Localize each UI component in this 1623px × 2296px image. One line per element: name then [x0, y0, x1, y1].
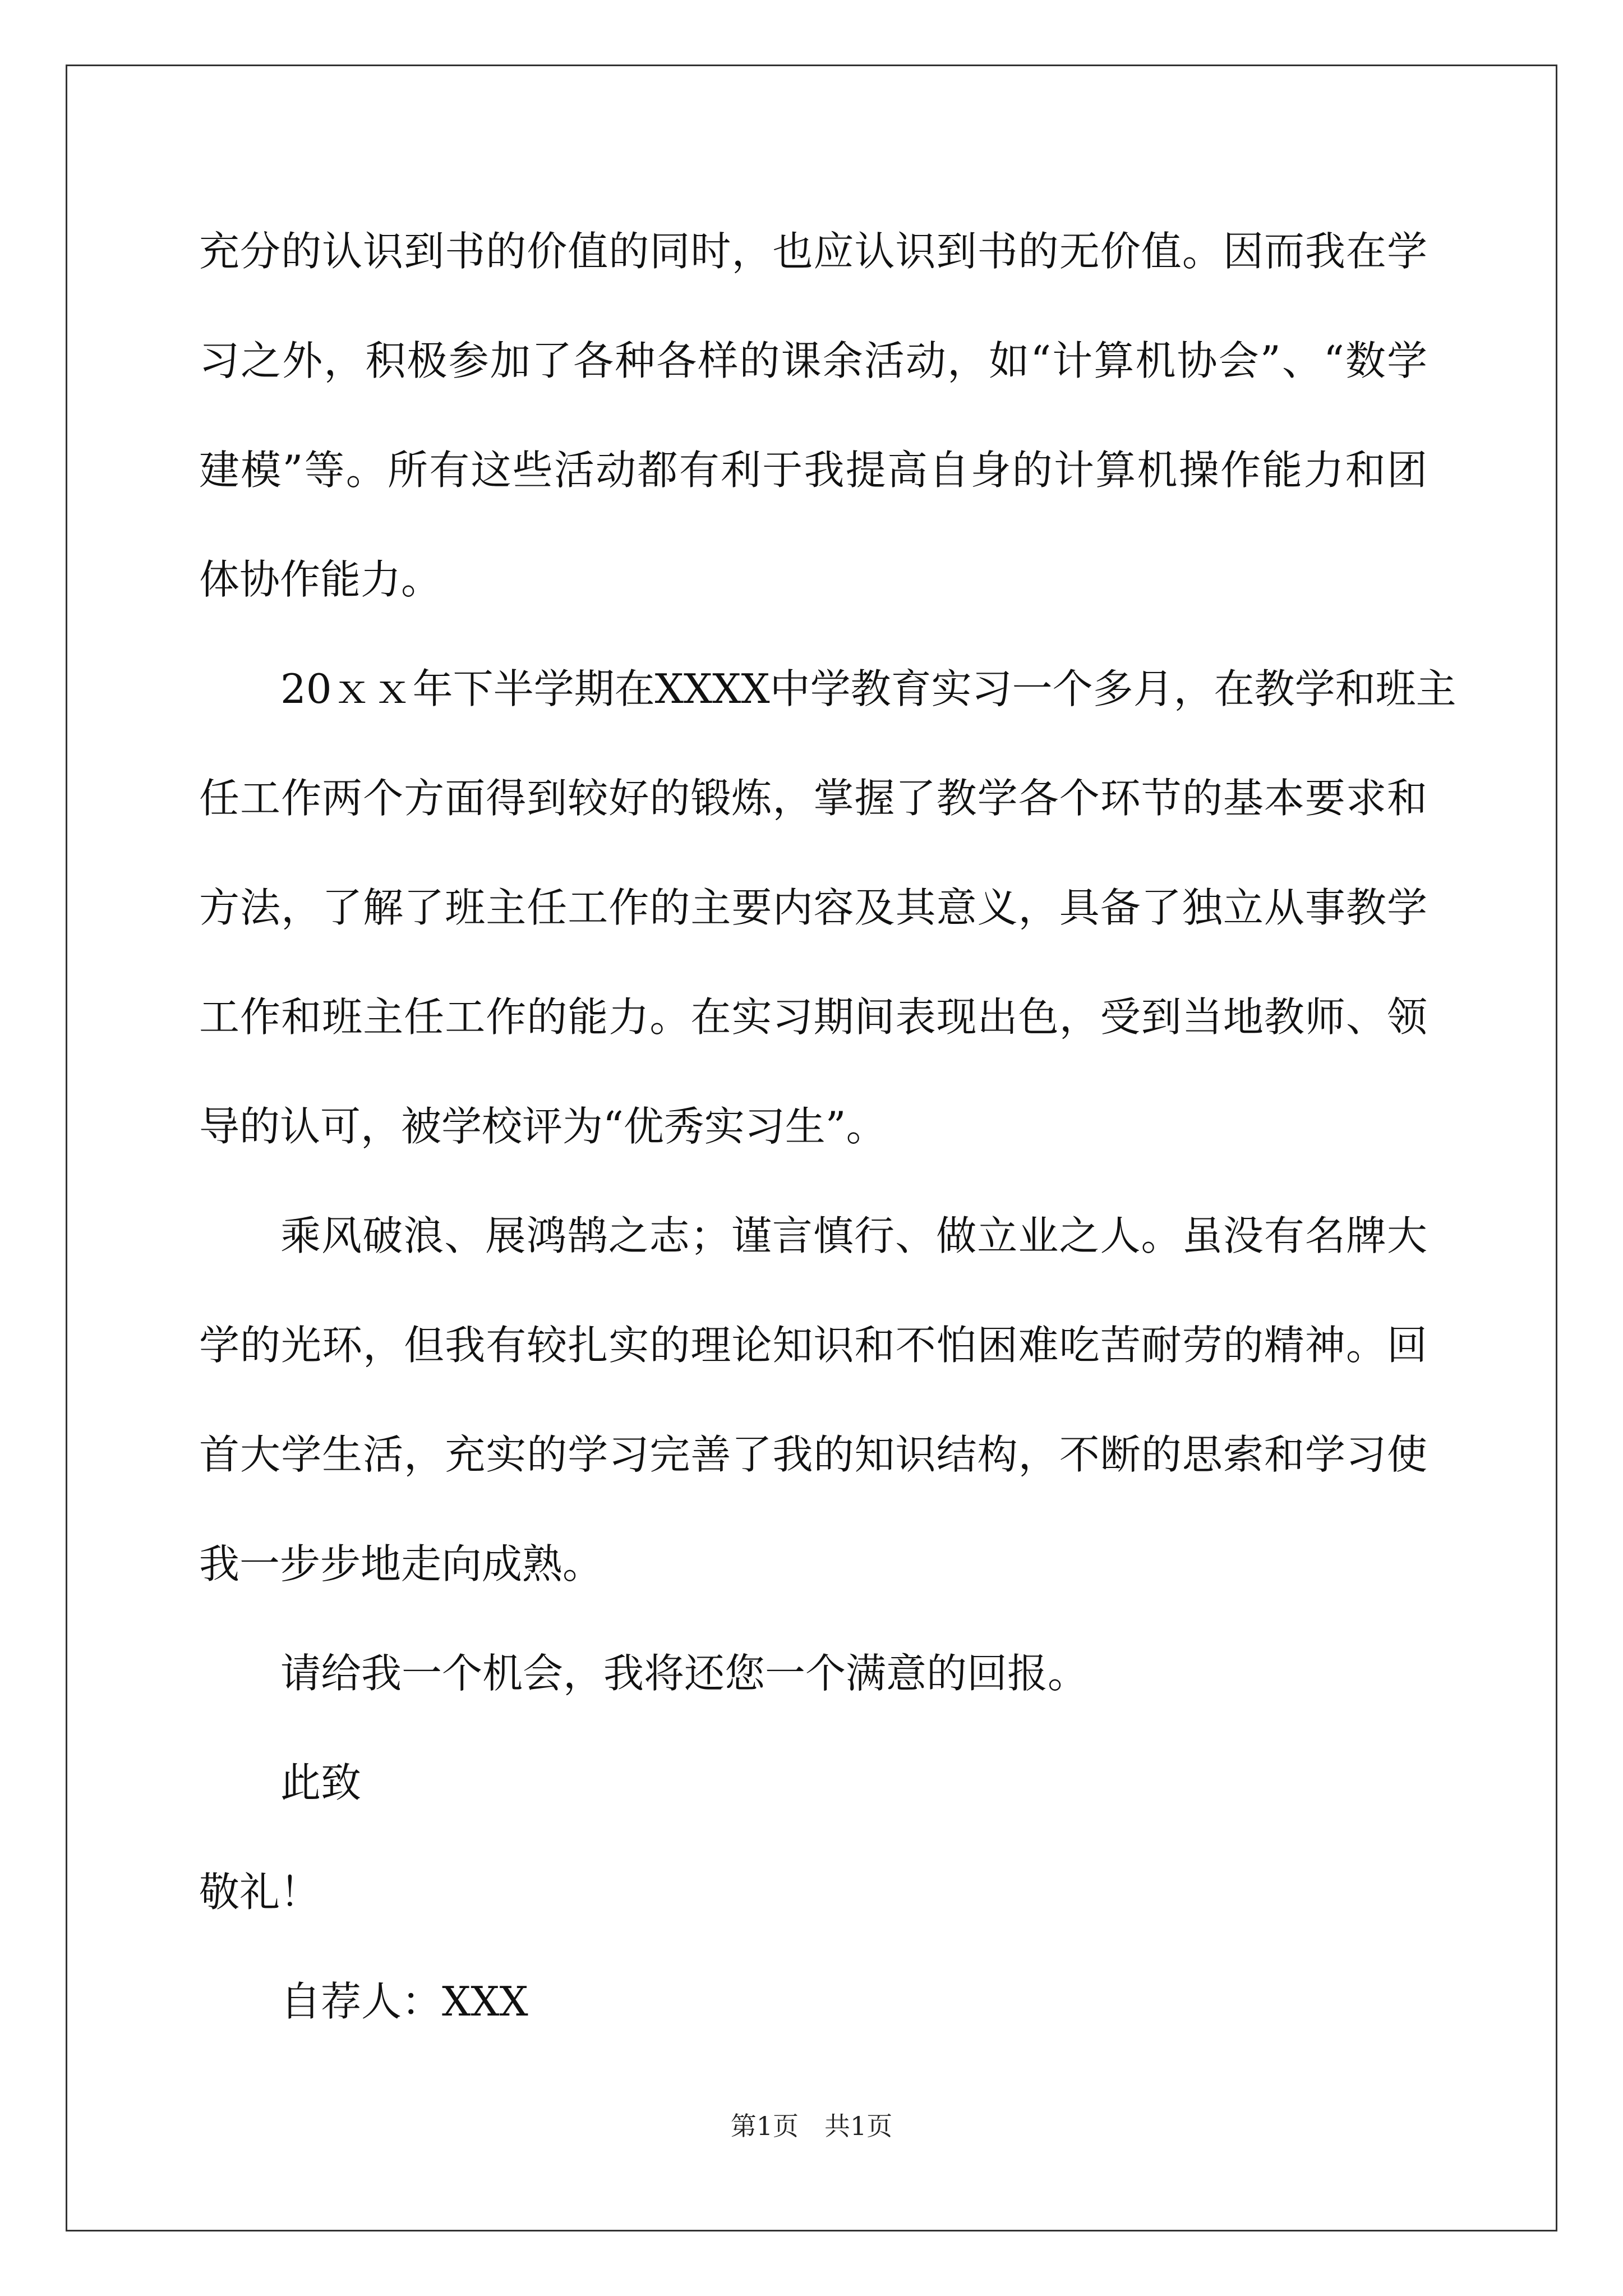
body-line: 首大学生活，充实的学习完善了我的知识结构，不断的思索和学习使	[199, 1431, 1427, 1478]
body-line: 充分的认识到书的价值的同时，也应认识到书的无价值。因而我在学	[199, 228, 1427, 275]
body-line: 请给我一个机会，我将还您一个满意的回报。	[280, 1650, 1089, 1697]
body-line: 体协作能力。	[199, 556, 442, 603]
body-line: 导的认可，被学校评为“优秀实习生”。	[199, 1103, 887, 1150]
closing-salutation: 此致	[280, 1759, 362, 1806]
page-number-footer: 第1页 共1页	[730, 2111, 893, 2141]
body-line: 建模”等。所有这些活动都有利于我提高自身的计算机操作能力和团	[199, 447, 1427, 494]
body-line: 乘风破浪、展鸿鹄之志；谨言慎行、做立业之人。虽没有名牌大	[280, 1212, 1427, 1259]
body-line: 我一步步地走向成熟。	[199, 1540, 603, 1588]
body-line: 习之外，积极参加了各种各样的课余活动，如“计算机协会”、“数学	[199, 337, 1427, 384]
signature-line: 自荐人：XXX	[280, 1978, 528, 2025]
body-line: 方法，了解了班主任工作的主要内容及其意义，具备了独立从事教学	[199, 884, 1427, 931]
body-line: 任工作两个方面得到较好的锻炼，掌握了教学各个环节的基本要求和	[199, 775, 1427, 822]
body-line: 20ｘｘ年下半学期在XXXX中学教育实习一个多月，在教学和班主	[280, 665, 1456, 712]
body-line: 工作和班主任工作的能力。在实习期间表现出色，受到当地教师、领	[199, 993, 1427, 1041]
body-line: 学的光环，但我有较扎实的理论知识和不怕困难吃苦耐劳的精神。回	[199, 1322, 1427, 1369]
closing-regards: 敬礼！	[199, 1869, 321, 1916]
